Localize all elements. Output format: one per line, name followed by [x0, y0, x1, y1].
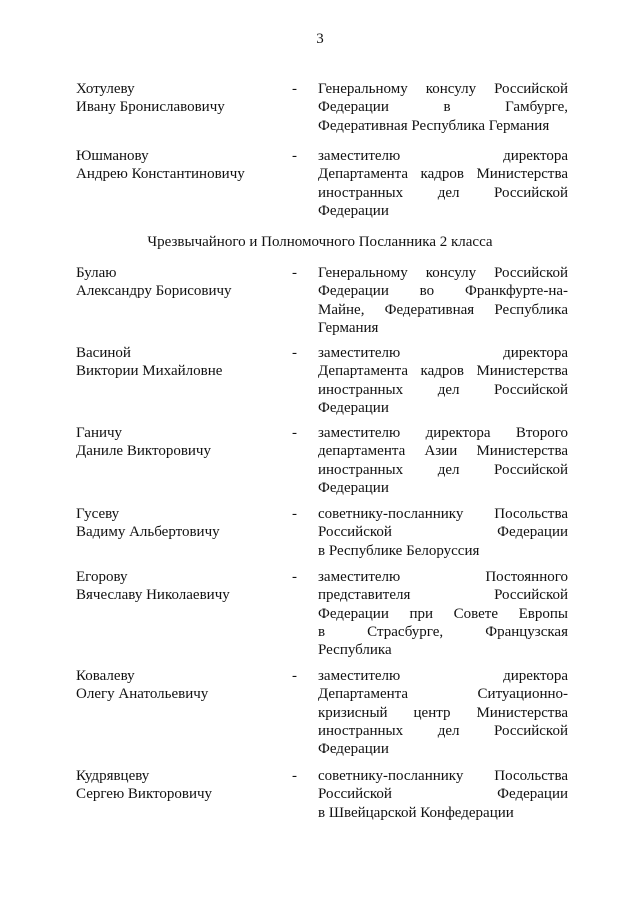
dash-separator: - [292, 345, 297, 361]
position-text [318, 505, 568, 560]
position-line: в Республике Белоруссия [318, 542, 480, 559]
position-line: заместителю директора Второго [318, 425, 568, 441]
position-line: Федерации [318, 479, 389, 496]
person-name [76, 344, 292, 417]
position-line: кризисный центр Министерства [318, 704, 568, 721]
page-number: 3 [316, 31, 324, 47]
position-line: заместителю Постоянного [318, 569, 568, 585]
position-line: заместителю директора [318, 148, 568, 164]
position-line: в Страсбурге, Французская [318, 623, 568, 640]
position-text [318, 264, 568, 337]
given-name: Виктории Михайловне [76, 363, 223, 380]
surname: Васиной [76, 345, 131, 361]
position-line: Республика [318, 642, 392, 659]
given-name: Ивану Брониславовичу [76, 99, 225, 116]
appointment-entry [76, 568, 572, 659]
position-line: Федерации [318, 741, 389, 758]
person-name [76, 767, 292, 822]
surname: Егорову [76, 569, 128, 585]
position-line: Российской Федерации [318, 786, 568, 803]
appointment-entry [76, 147, 572, 220]
position-text [318, 147, 568, 220]
position-line: иностранных дел Российской [318, 722, 568, 739]
position-line: иностранных дел Российской [318, 461, 568, 478]
given-name: Олегу Анатольевичу [76, 686, 209, 703]
surname: Гусеву [76, 506, 120, 522]
person-name [76, 667, 292, 758]
appointment-entry [76, 667, 572, 758]
given-name: Андрею Константиновичу [76, 166, 245, 183]
dash-separator: - [292, 506, 297, 522]
given-name: Даниле Викторовичу [76, 443, 211, 460]
surname: Ковалеву [76, 668, 135, 684]
position-line: представителя Российской [318, 587, 568, 604]
position-line: Федерации при Совете Европы [318, 605, 568, 622]
position-line: заместителю директора [318, 345, 568, 361]
position-line: Департамента Ситуационно- [318, 686, 568, 703]
surname: Ганичу [76, 425, 123, 441]
person-name [76, 568, 292, 659]
position-line: департамента Азии Министерства [318, 443, 568, 460]
dash-separator: - [292, 81, 297, 97]
position-line: советнику-посланнику Посольства [318, 768, 568, 784]
appointment-entry [76, 344, 572, 417]
person-name [76, 80, 292, 135]
position-line: Германия [318, 319, 379, 336]
position-line: Российской Федерации [318, 524, 568, 541]
person-name [76, 147, 292, 220]
position-text [318, 424, 568, 497]
appointment-entry [76, 424, 572, 497]
position-line: Федерации [318, 202, 389, 219]
dash-separator: - [292, 569, 297, 585]
position-line: Генеральному консулу Российской [318, 265, 568, 281]
surname: Юшманову [76, 148, 149, 164]
surname: Хотулеву [76, 81, 135, 97]
dash-separator: - [292, 265, 297, 281]
position-text [318, 568, 568, 659]
position-line: советнику-посланнику Посольства [318, 506, 568, 522]
position-line: Федерации [318, 399, 389, 416]
dash-separator: - [292, 768, 297, 784]
position-text [318, 767, 568, 822]
position-line: Департамента кадров Министерства [318, 363, 568, 380]
position-line: Федеративная Республика Германия [318, 117, 550, 134]
position-line: заместителю директора [318, 668, 568, 684]
surname: Кудрявцеву [76, 768, 150, 784]
position-text [318, 80, 568, 135]
position-text [318, 667, 568, 758]
person-name [76, 505, 292, 560]
position-line: Майне, Федеративная Республика [318, 301, 568, 318]
dash-separator: - [292, 148, 297, 164]
position-line: Федерации во Франкфурте-на- [318, 283, 568, 300]
dash-separator: - [292, 668, 297, 684]
given-name: Александру Борисовичу [76, 283, 232, 300]
position-text [318, 344, 568, 417]
section-heading: Чрезвычайного и Полномочного Посланника 2 класса [147, 234, 493, 250]
position-line: Департамента кадров Министерства [318, 166, 568, 183]
given-name: Вадиму Альбертовичу [76, 524, 220, 541]
appointment-entry [76, 767, 572, 822]
person-name [76, 264, 292, 337]
person-name [76, 424, 292, 497]
dash-separator: - [292, 425, 297, 441]
position-line: Федерации в Гамбурге, [318, 99, 568, 116]
position-line: в Швейцарской Конфедерации [318, 804, 514, 821]
appointment-entry [76, 264, 572, 337]
given-name: Вячеславу Николаевичу [76, 587, 230, 604]
position-line: иностранных дел Российской [318, 381, 568, 398]
position-line: иностранных дел Российской [318, 184, 568, 201]
given-name: Сергею Викторовичу [76, 786, 213, 803]
appointment-entry [76, 80, 572, 135]
position-line: Генеральному консулу Российской [318, 81, 568, 97]
surname: Булаю [76, 265, 117, 281]
appointment-entry [76, 505, 572, 560]
